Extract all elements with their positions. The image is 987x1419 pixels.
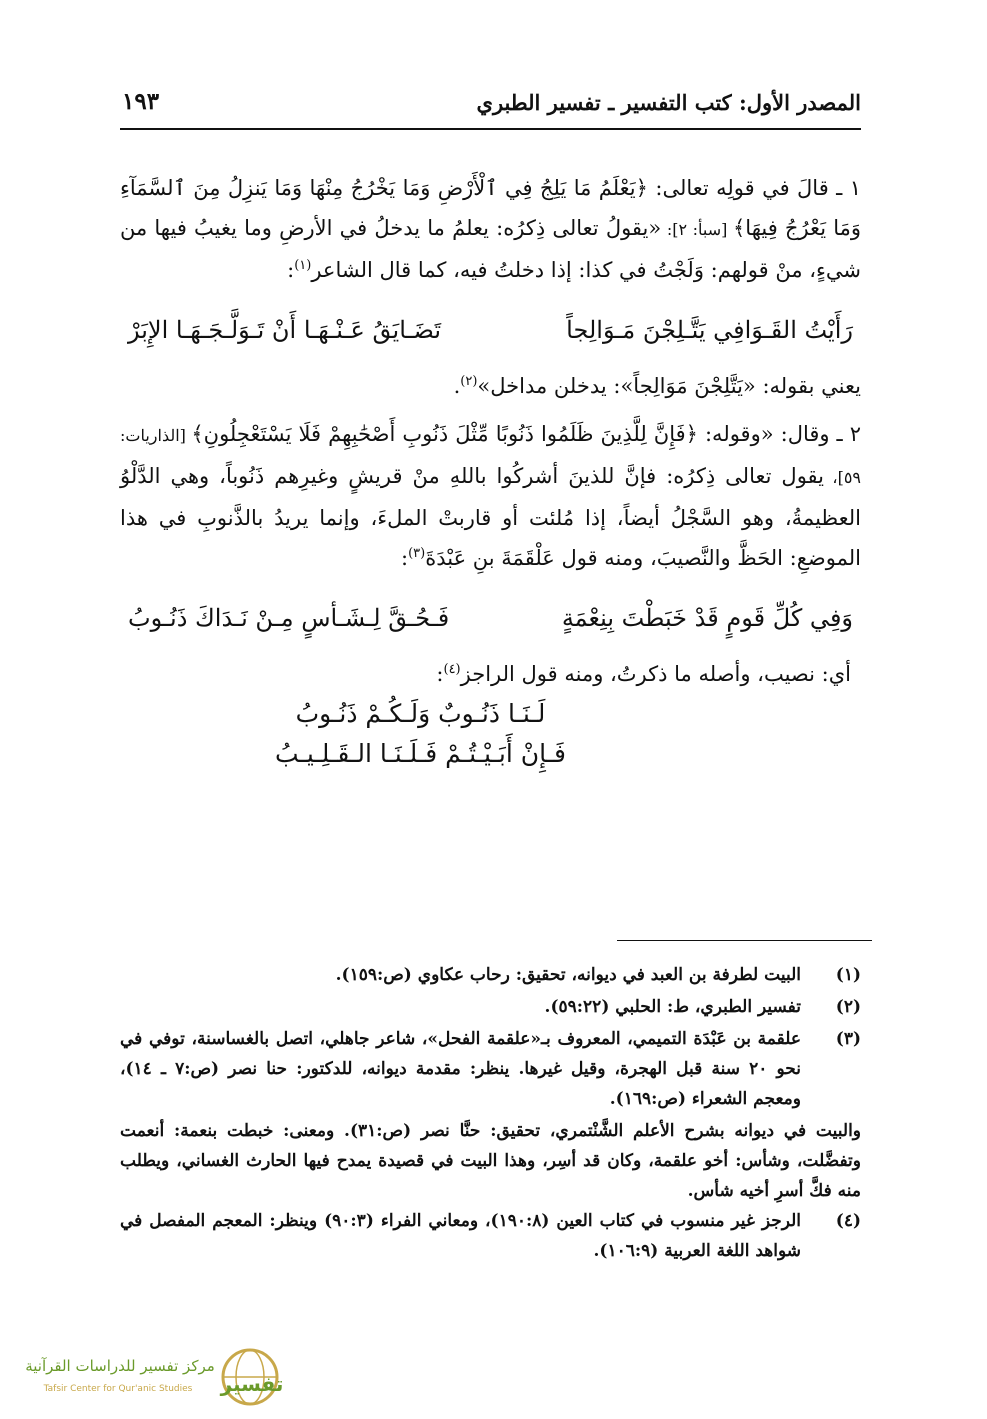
footnote-ref-3[interactable]: (٣) — [408, 546, 426, 561]
surah-reference-1: [سبأ: ٢]: — [661, 220, 733, 239]
footnote-number: (٤) — [835, 1211, 861, 1231]
paragraph-1-end: : — [287, 258, 295, 282]
footnote-4 — [120, 1206, 861, 1266]
verse-1-first-hemistich: رَأَيْتُ القَـوَافِي يَتَّـلِجْنَ مَـوَالِجاً — [566, 316, 853, 344]
paragraph-2 — [120, 366, 861, 406]
logo-english-name: Tafsir Center for Qur'anic Studies — [43, 1384, 193, 1394]
footnote-text: البيت لطرفة بن العبد في ديوانه، تحقيق: رحاب عكاوي (ص:١٥٩). — [335, 965, 801, 985]
logo-word: تفسير — [220, 1372, 284, 1396]
footnote-3-continuation: والبيت في ديوانه بشرح الأعلم الشَّنْتمري، تحقيق: حنَّا نصر (ص:٣١). ومعنى: خبطت بنعمة: أنعمت وتفضَّلت، وشأس: أخو علقمة، وكان قد أسِر، وهذا البيت في قصيدة يمدح فيها الحارث الغساني، ويطلب منه فكَّ أسرِ أخيه شأس. — [120, 1121, 861, 1201]
rajaz-line-2: فَـإِنْ أَبَـيْـتُـمْ فَـلَـنَـا الـقَـلِـيـبُ — [275, 739, 566, 768]
logo-arabic-name: مركز تفسير للدراسات القرآنية — [25, 1357, 215, 1375]
paragraph-1 — [120, 168, 861, 290]
paragraph-3 — [120, 414, 861, 578]
paragraph-3-intro: ٢ ـ وقال: «وقوله: — [697, 422, 862, 446]
paragraph-3-end: : — [401, 546, 409, 570]
surah-reference-2: [الذاريات: ٥٩]، — [120, 426, 861, 487]
poetry-verse-1 — [128, 308, 853, 352]
paragraph-4-end: : — [436, 662, 444, 686]
footnote-text: علقمة بن عَبْدَة التميمي، المعروف بـ«علقمة الفحل»، شاعر جاهلي، اتصل بالغساسنة، توفي في نحو ٢٠ سنة قبل الهجرة، وقيل غيرها. ينظر: مقدمة ديوانه، للدكتور: حنا نصر (ص:٧ ـ ١٤)، ومعجم الشعراء (ص:١٦٩). — [120, 1029, 801, 1109]
paragraph-3-text: يقول تعالى ذِكرُه: فإنَّ للذينَ أشركُوا باللهِ منْ قريشٍ وغيرِهم ذَنُوباً، وهي الدَّلْوُ العظيمةُ، وهو السَّجْلُ أيضاً، إذا مُلئت أو قاربتْ الملءَ، وإنما يريدُ بالذَّنوبِ في هذا الموضعِ: الحَظَّ والنَّصيبَ، ومنه قول عَلْقَمَةَ بنِ عَبْدَةَ — [120, 464, 861, 570]
footnote-number: (٣) — [835, 1029, 861, 1049]
paragraph-4-text: أي: نصيب، وأصله ما ذكرتُ، ومنه قول الراجز — [460, 662, 851, 686]
footnote-divider — [617, 940, 872, 941]
tafsir-center-logo — [0, 1341, 290, 1411]
main-text — [120, 168, 861, 774]
verse-2-second-hemistich: فَـحُـقَّ لِـشَـأسٍ مِـنْ نَـدَاكَ ذَنُـوبُ — [128, 604, 450, 632]
footnote-ref-4[interactable]: (٤) — [443, 662, 461, 677]
paragraph-2-text: يعني بقوله: «يَتَّلِجْنَ مَوَالِجاً»: يدخلن مداخل» — [477, 374, 861, 398]
running-header — [120, 88, 861, 130]
quran-verse-1: ﴿يَعْلَمُ مَا يَلِجُ فِي ٱلْأَرْضِ وَمَا يَخْرُجُ مِنْهَا وَمَا يَنزِلُ مِنَ ٱلسَّمَآءِ وَمَا يَعْرُجُ فِيهَا﴾ — [120, 176, 861, 240]
footnote-3 — [120, 1024, 861, 1114]
footnote-number: (١) — [835, 965, 861, 985]
footnote-number: (٢) — [835, 997, 861, 1017]
verse-1-second-hemistich: تَضَـايَقُ عَـنْـهَـا أَنْ تَـوَلَّـجَـهَـا الإِبَرْ — [128, 316, 442, 344]
footnote-1 — [120, 960, 861, 990]
page-number: ١٩٣ — [122, 88, 160, 115]
header-title: المصدر الأول: كتب التفسير ـ تفسير الطبري — [476, 90, 861, 115]
verse-2-first-hemistich: وَفِي كُلِّ قَومٍ قَدْ خَبَطْتَ بِنِعْمَةٍ — [561, 604, 853, 632]
footnote-text: تفسير الطبري، ط: الحلبي (٥٩:٢٢). — [544, 997, 801, 1017]
footnotes — [120, 960, 861, 1268]
footnote-text: الرجز غير منسوب في كتاب العين (١٩٠:٨)، ومعاني الفراء (٩٠:٣) وينظر: المعجم المفصل في شواهد اللغة العربية (١٠٦:٩). — [120, 1211, 801, 1261]
paragraph-2-end: . — [453, 374, 461, 398]
paragraph-4 — [120, 654, 851, 694]
quran-verse-2: ﴿فَإِنَّ لِلَّذِينَ ظَلَمُوا ذَنُوبًا مِّثْلَ ذَنُوبِ أَصْحَٰبِهِمْ فَلَا يَسْتَعْجِلُونِ﴾ — [191, 422, 698, 446]
paragraph-1-intro: ١ ـ قالَ في قولِه تعالى: — [647, 176, 861, 200]
poetry-verse-2 — [128, 596, 853, 640]
paragraph-1-text: «يقولُ تعالى ذِكرُه: يعلمُ ما يدخلُ في الأرضِ وما يغيبُ فيها من شيءٍ، منْ قولهم: وَلَجْتُ في كذا: إذا دخلتُ فيه، كما قال الشاعر — [120, 216, 861, 282]
footnote-2 — [120, 992, 861, 1022]
footnote-ref-2[interactable]: (٢) — [460, 374, 478, 389]
footnote-ref-1[interactable]: (١) — [294, 258, 312, 273]
rajaz-line-1: لَـنَـا ذَنُـوبٌ وَلَـكُـمْ ذَنُـوبُ — [295, 699, 546, 728]
